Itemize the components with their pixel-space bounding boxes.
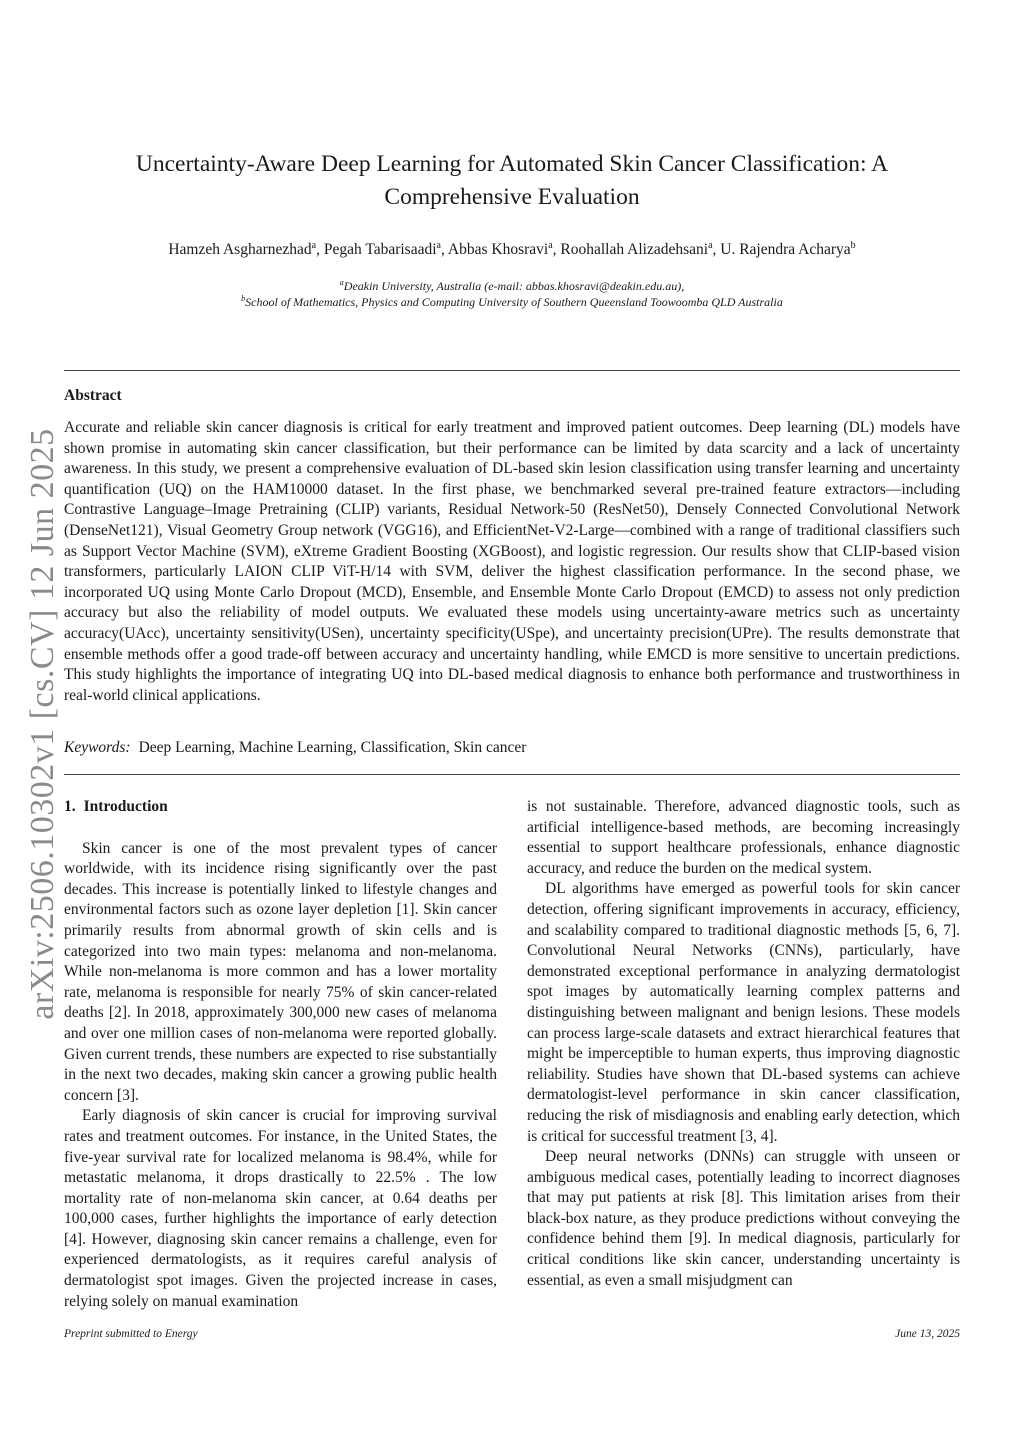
affiliation-mark: a [339, 278, 344, 287]
affiliation-text: School of Mathematics, Physics and Computing University of Southern Queensland Toowoomba QLD Australia [245, 295, 783, 309]
paper-title: Uncertainty-Aware Deep Learning for Automated Skin Cancer Classification: A Comprehensive Evaluation [135, 151, 889, 210]
author-list: Hamzeh Asgharnezhad$^a$, Pegah Tabarisaadi$^a$, Abbas Khosravi$^a$, Roohallah Alizadehsani$^a$, U. Rajendra Acharya$^b$ [168, 240, 856, 259]
section-number: 1. [64, 798, 76, 815]
left-column [64, 797, 497, 1312]
affiliation-mark: b [241, 294, 246, 303]
affiliation-b [64, 294, 960, 310]
divider-bottom [64, 774, 960, 775]
author-name: Hamzeh Asgharnezhad [168, 241, 312, 259]
author-affil-mark: a [311, 240, 317, 251]
paragraph: is not sustainable. Therefore, advanced diagnostic tools, such as artificial intelligence-based methods, are becoming increasingly essential to support healthcare professionals, enhance diagnostic accuracy, and reduce the burden on the medical system. [527, 798, 960, 877]
paragraph: Early diagnosis of skin cancer is crucial for improving survival rates and treatment outcomes. For instance, in the United States, the five-year survival rate for localized melanoma is 98.4%, while for metastatic melanoma, it drops drastically to 22.5% . The low mortality rate of non-melanoma skin cancer, at 0.64 deaths per 100,000 cases, further highlights the importance of early detection [4]. However, diagnosing skin cancer remains a challenge, even for experienced dermatologists, as it requires careful analysis of dermatologist spot images. Given the projected increase in cases, relying solely on manual examination [64, 1107, 497, 1310]
author-affil-mark: a [708, 240, 713, 251]
footer-date: June 13, 2025 [895, 1328, 960, 1340]
paragraph: DL algorithms have emerged as powerful tools for skin cancer detection, offering significant improvements in accuracy, efficiency, and scalability compared to traditional diagnostic methods [5, 6, 7]. Convolutional Neural Networks (CNNs), particularly, have demonstrated exceptional performance in analyzing dermatologist spot images by automatically learning complex patterns and distinguishing between malignant and benign lesions. These models can process large-scale datasets and extract hierarchical features that might be imperceptible to human experts, thus improving diagnostic reliability. Studies have shown that DL-based systems can achieve dermatologist-level performance in skin cancer classification, reducing the risk of misdiagnosis and enabling early detection, which is critical for successful treatment [3, 4]. [527, 880, 960, 1145]
footer-preprint-note: Preprint submitted to Energy [64, 1328, 198, 1340]
abstract-text: Accurate and reliable skin cancer diagnosis is critical for early treatment and improved patient outcomes. Deep learning (DL) models have shown promise in automating skin cancer classification, but their performance can be limited by data scarcity and a lack of uncertainty awareness. In this study, we present a comprehensive evaluation of DL-based skin lesion classification using transfer learning and uncertainty quantification (UQ) on the HAM10000 dataset. In the first phase, we benchmarked several pre-trained feature extractors—including Contrastive Language–Image Pretraining (CLIP) variants, Residual Network-50 (ResNet50), Densely Connected Convolutional Network (DenseNet121), Visual Geometry Group network (VGG16), and EfficientNet-V2-Large—combined with a range of traditional classifiers such as Support Vector Machine (SVM), eXtreme Gradient Boosting (XGBoost), and logistic regression. Our results show that CLIP-based vision transformers, particularly LAION CLIP ViT-H/14 with SVM, deliver the highest classification performance. In the second phase, we incorporated UQ using Monte Carlo Dropout (MCD), Ensemble, and Ensemble Monte Carlo Dropout (EMCD) to assess not only prediction accuracy but also the reliability of model outputs. We evaluated these models using uncertainty-aware metrics such as uncertainty accuracy(UAcc), uncertainty sensitivity(USen), uncertainty specificity(USpe), and uncertainty precision(UPre). The results demonstrate that ensemble methods offer a good trade-off between accuracy and uncertainty handling, while EMCD is more sensitive to uncertain predictions. This study highlights the importance of integrating UQ into DL-based medical diagnosis to enhance both performance and trustworthiness in real-world clinical applications. [64, 419, 960, 704]
keywords-label: Keywords: [64, 739, 131, 756]
divider-top [64, 370, 960, 371]
affiliation-text: Deakin University, Australia (e-mail: abbas.khosravi@deakin.edu.au), [343, 279, 685, 293]
section-heading-introduction [64, 797, 497, 818]
paragraph: Deep neural networks (DNNs) can struggle with unseen or ambiguous medical cases, potentially leading to incorrect diagnoses that may put patients at risk [8]. This limitation arises from their black-box nature, as they produce predictions without conveying the confidence behind them [9]. In medical diagnosis, particularly for critical conditions like skin cancer, understanding uncertainty is essential, as even a small misjudgment can [527, 1148, 960, 1289]
keywords-text: Deep Learning, Machine Learning, Classification, Skin cancer [138, 739, 527, 756]
author-name: Abbas Khosravi [447, 241, 549, 259]
abstract-heading: Abstract [64, 387, 122, 404]
author-affil-mark: b [850, 240, 856, 251]
section-title: Introduction [83, 798, 168, 815]
right-column [527, 797, 960, 1291]
paragraph: Skin cancer is one of the most prevalent types of cancer worldwide, with its incidence rising significantly over the past decades. This increase is potentially linked to lifestyle changes and environmental factors such as ozone layer depletion [1]. Skin cancer primarily results from abnormal growth of skin cells and is categorized into two main types: melanoma and non-melanoma. While non-melanoma is more common and has a lower mortality rate, melanoma is responsible for nearly 75% of skin cancer-related deaths [2]. In 2018, approximately 300,000 new cases of melanoma and over one million cases of non-melanoma were reported globally. Given current trends, these numbers are expected to rise substantially in the next two decades, making skin cancer a growing public health concern [3]. [64, 839, 497, 1104]
affiliation-a [64, 278, 960, 294]
author-affil-mark: a [548, 240, 553, 251]
author-affil-mark: a [436, 240, 441, 251]
keywords [64, 739, 526, 757]
author-name: U. Rajendra Acharya [720, 241, 851, 259]
arxiv-identifier: arXiv:2506.10302v1 [cs.CV] 12 Jun 2025 [24, 428, 61, 1020]
author-name: Roohallah Alizadehsani [560, 241, 709, 259]
author-name: Pegah Tabarisaadi [323, 241, 437, 259]
